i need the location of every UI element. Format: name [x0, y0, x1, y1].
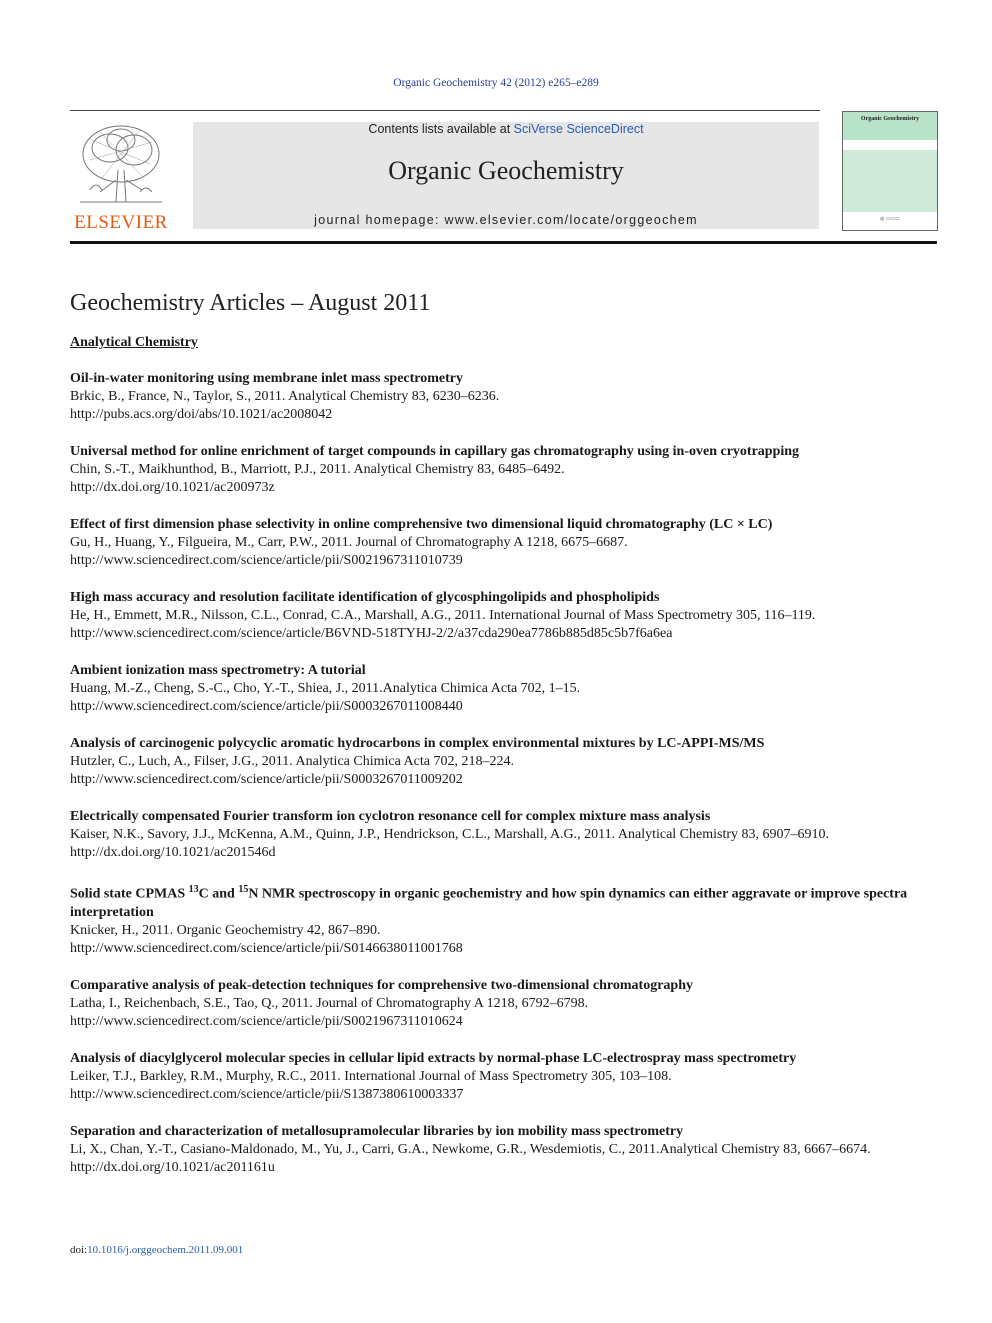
article-reference: Knicker, H., 2011. Organic Geochemistry 42, 867–890.	[70, 922, 381, 938]
article-item	[70, 1050, 938, 1104]
header-thick-rule	[70, 241, 937, 244]
journal-header	[193, 122, 819, 229]
article-item	[70, 370, 938, 424]
article-url[interactable]: http://dx.doi.org/10.1021/ac200973z	[70, 480, 275, 495]
title-segment: C and	[198, 886, 239, 902]
article-reference: Li, X., Chan, Y.-T., Casiano-Maldonado, M., Yu, J., Carri, G.A., Newkome, G.R., Wesdemiotis, C., 2011.Analytical Chemistry 83, 6667–6674.	[70, 1141, 871, 1157]
article-title: Ambient ionization mass spectrometry: A tutorial	[70, 663, 366, 678]
article-reference: Chin, S.-T., Maikhunthod, B., Marriott, P.J., 2011. Analytical Chemistry 83, 6485–6492.	[70, 462, 565, 477]
article-reference: Huang, M.-Z., Cheng, S.-C., Cho, Y.-T., Shiea, J., 2011.Analytica Chimica Acta 702, 1–15.	[70, 681, 581, 696]
article-item	[70, 443, 938, 497]
article-url[interactable]: http://www.sciencedirect.com/science/article/pii/S0003267011009202	[70, 772, 463, 787]
article-title: Comparative analysis of peak-detection techniques for comprehensive two-dimensional chromatography	[70, 977, 693, 993]
article-title: Effect of first dimension phase selectivity in online comprehensive two dimensional liquid chromatography (LC × LC)	[70, 517, 773, 532]
article-item	[70, 808, 938, 862]
article-url[interactable]: http://www.sciencedirect.com/science/article/pii/S0146638011001768	[70, 940, 463, 956]
page-title: Geochemistry Articles – August 2011	[70, 290, 431, 316]
article-reference: Latha, I., Reichenbach, S.E., Tao, Q., 2011. Journal of Chromatography A 1218, 6792–6798.	[70, 995, 589, 1011]
cover-footer-icon: ◎ ▭▭▭	[880, 217, 900, 222]
article-list	[70, 370, 938, 1196]
article-item	[70, 589, 938, 643]
article-reference: He, H., Emmett, M.R., Nilsson, C.L., Conrad, C.A., Marshall, A.G., 2011. International Journal of Mass Spectrometry 305, 116–119.	[70, 608, 816, 623]
doi-link[interactable]: 10.1016/j.orggeochem.2011.09.001	[87, 1244, 244, 1256]
article-reference: Leiker, T.J., Barkley, R.M., Murphy, R.C., 2011. International Journal of Mass Spectrometry 305, 103–108.	[70, 1068, 672, 1084]
article-title: Oil-in-water monitoring using membrane inlet mass spectrometry	[70, 371, 463, 386]
article-reference: Hutzler, C., Luch, A., Filser, J.G., 2011. Analytica Chimica Acta 702, 218–224.	[70, 754, 514, 769]
tree-icon	[70, 120, 172, 212]
article-url[interactable]: http://pubs.acs.org/doi/abs/10.1021/ac2008042	[70, 407, 333, 422]
article-title	[70, 881, 938, 922]
article-title: Analysis of diacylglycerol molecular species in cellular lipid extracts by normal-phase LC-electrospray mass spectrometry	[70, 1050, 797, 1066]
contents-line	[193, 122, 819, 136]
article-url[interactable]: http://www.sciencedirect.com/science/article/pii/S0003267011008440	[70, 699, 463, 714]
article-item	[70, 881, 938, 958]
journal-cover-thumbnail	[842, 111, 938, 231]
article-url[interactable]: http://www.sciencedirect.com/science/article/pii/S0021967311010624	[70, 1013, 463, 1029]
doi-line	[70, 1244, 243, 1256]
article-url[interactable]: http://www.sciencedirect.com/science/article/pii/S1387380610003337	[70, 1086, 464, 1102]
article-title: Separation and characterization of metallosupramolecular libraries by ion mobility mass spectrometry	[70, 1123, 684, 1139]
contents-prefix: Contents lists available at	[368, 122, 514, 136]
isotope-superscript: 13	[188, 884, 199, 895]
article-reference: Brkic, B., France, N., Taylor, S., 2011. Analytical Chemistry 83, 6230–6236.	[70, 389, 500, 404]
sciencedirect-link[interactable]: SciVerse ScienceDirect	[513, 122, 644, 136]
article-item	[70, 735, 938, 789]
article-title: Electrically compensated Fourier transform ion cyclotron resonance cell for complex mixture mass analysis	[70, 809, 711, 824]
article-reference: Kaiser, N.K., Savory, J.J., McKenna, A.M., Quinn, J.P., Hendrickson, C.L., Marshall, A.G., 2011. Analytical Chemistry 83, 6907–6910.	[70, 827, 830, 842]
article-title: Universal method for online enrichment of target compounds in capillary gas chromatography using in-oven cryotrapping	[70, 444, 800, 459]
title-segment: Solid state CPMAS	[70, 886, 189, 902]
article-item	[70, 977, 938, 1031]
title-segment: N NMR spectroscopy in organic geochemistry and how spin dynamics can either aggravate or improve spectra interpretation	[70, 886, 908, 920]
article-url[interactable]: http://www.sciencedirect.com/science/article/pii/S0021967311010739	[70, 553, 463, 568]
article-url[interactable]: http://www.sciencedirect.com/science/article/B6VND-518TYHJ-2/2/a37cda290ea7786b885d85c5b7f6a6ea	[70, 626, 673, 641]
article-title: High mass accuracy and resolution facilitate identification of glycosphingolipids and phospholipids	[70, 590, 660, 605]
article-url[interactable]: http://dx.doi.org/10.1021/ac201161u	[70, 1159, 275, 1175]
citation-line: Organic Geochemistry 42 (2012) e265–e289	[393, 77, 599, 89]
article-title: Analysis of carcinogenic polycyclic aromatic hydrocarbons in complex environmental mixtures by LC-APPI-MS/MS	[70, 736, 765, 751]
section-heading: Analytical Chemistry	[70, 335, 198, 350]
journal-title: Organic Geochemistry	[388, 156, 624, 185]
publisher-name: ELSEVIER	[74, 212, 168, 233]
article-item	[70, 662, 938, 716]
doi-prefix: doi:	[70, 1244, 88, 1256]
cover-title: Organic Geochemistry	[860, 116, 920, 122]
article-item	[70, 516, 938, 570]
journal-homepage[interactable]: journal homepage: www.elsevier.com/locate/orggeochem	[314, 213, 698, 227]
article-item	[70, 1123, 938, 1177]
article-reference: Gu, H., Huang, Y., Filgueira, M., Carr, P.W., 2011. Journal of Chromatography A 1218, 6675–6687.	[70, 535, 628, 550]
elsevier-logo	[70, 120, 172, 232]
header-rule	[70, 110, 820, 111]
isotope-superscript: 15	[238, 884, 249, 895]
cover-panel	[843, 150, 937, 212]
article-url[interactable]: http://dx.doi.org/10.1021/ac201546d	[70, 845, 276, 860]
